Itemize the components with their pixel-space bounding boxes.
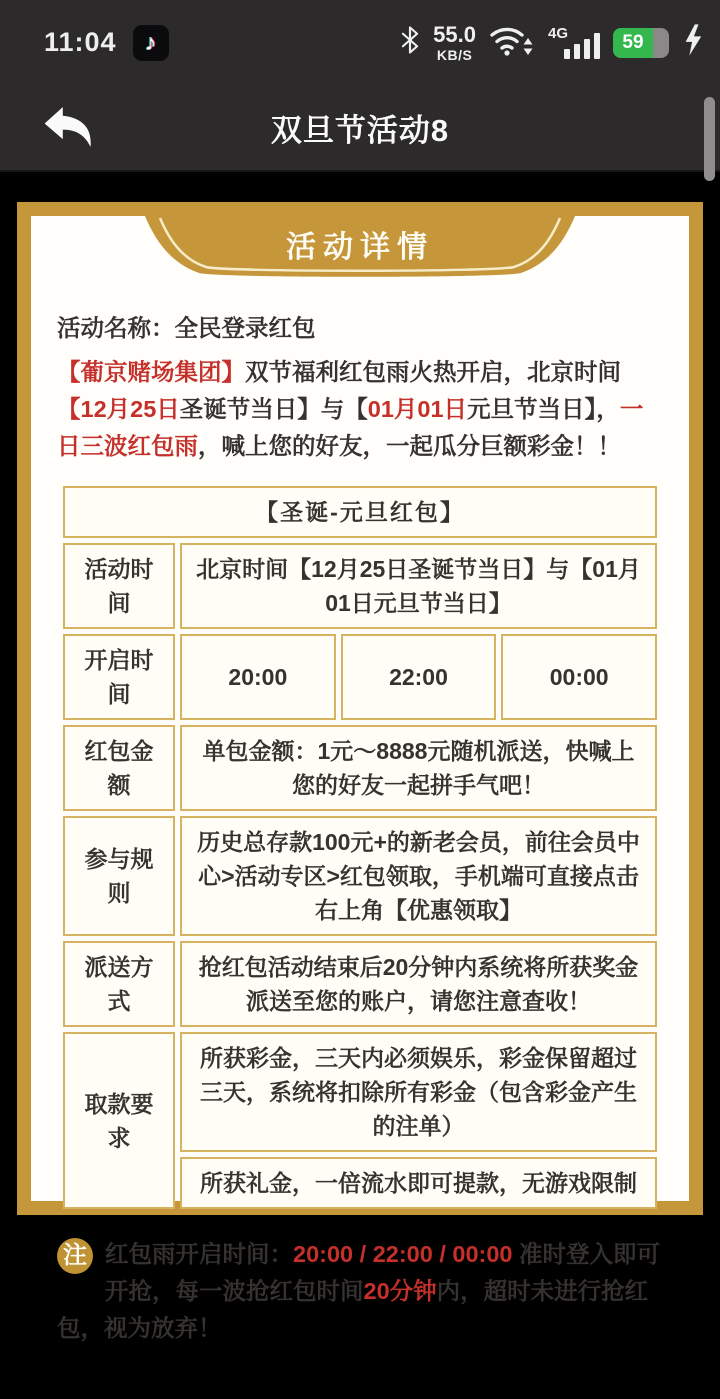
- activity-intro-paragraph: [57, 354, 663, 465]
- scrollbar-thumb[interactable]: [704, 97, 715, 181]
- table-header-row: [63, 486, 657, 538]
- cell-signal-indicator: [548, 23, 600, 63]
- table-row: [63, 634, 657, 720]
- row-value: 所获礼金，一倍流水即可提款，无游戏限制: [180, 1157, 657, 1209]
- row-value: 抢红包活动结束后20分钟内系统将所获奖金派送至您的账户，请您注意查收！: [180, 941, 657, 1027]
- row-label: 派送方式: [63, 941, 175, 1027]
- network-type-label: 4G: [548, 24, 569, 42]
- intro-segment: 【葡京赌场集团】: [57, 359, 245, 385]
- card-body: [31, 216, 689, 1341]
- note-badge: 注: [57, 1238, 93, 1274]
- bluetooth-icon: [400, 24, 420, 61]
- open-time-slot: 20:00: [180, 634, 336, 720]
- table-header-cell: 【圣诞-元旦红包】: [63, 486, 657, 538]
- table-row: [63, 725, 657, 811]
- row-value: 单包金额：1元～8888元随机派送，快喊上您的好友一起拼手气吧！: [180, 725, 657, 811]
- signal-bars-icon: [564, 33, 600, 59]
- nav-bar: [0, 85, 720, 170]
- table-row: [63, 941, 657, 1027]
- network-speed-value: 55.0: [433, 21, 476, 47]
- row-value: 所获彩金，三天内必须娱乐，彩金保留超过三天，系统将扣除所有彩金（包含彩金产生的注单）: [180, 1032, 657, 1152]
- status-icons: [400, 22, 704, 63]
- table-row: [63, 543, 657, 629]
- note-paragraph: [57, 1236, 663, 1347]
- row-label: 取款要求: [63, 1032, 175, 1209]
- table-row: [63, 816, 657, 936]
- network-speed-unit: KB/S: [436, 46, 473, 63]
- intro-segment: 【12月25日: [57, 396, 180, 422]
- wifi-icon: [489, 22, 535, 63]
- row-value: 北京时间【12月25日圣诞节当日】与【01月01日元旦节当日】: [180, 543, 657, 629]
- row-label: 红包金额: [63, 725, 175, 811]
- top-header: [0, 0, 720, 172]
- status-clock: 11:04: [44, 27, 117, 57]
- battery-indicator: [613, 28, 669, 58]
- row-label: 参与规则: [63, 816, 175, 936]
- note-segment: 红包雨开启时间：: [105, 1241, 293, 1267]
- table-row: [63, 1032, 657, 1152]
- intro-segment: 元旦节当日】，: [467, 396, 620, 422]
- note-segment: 准时登入即可开抢，每一波抢红包时间: [105, 1241, 661, 1304]
- row-value: 历史总存款100元+的新老会员，前往会员中心>活动专区>红包领取，手机端可直接点击右上角【优惠领取】: [180, 816, 657, 936]
- activity-detail-card: [17, 202, 703, 1341]
- open-time-slot: 22:00: [341, 634, 497, 720]
- promo-detail-table: [58, 481, 662, 1214]
- intro-segment: ，喊上您的好友，一起瓜分巨额彩金！！: [198, 433, 621, 459]
- network-speed: [433, 21, 476, 63]
- intro-segment: 01月01日: [367, 396, 468, 422]
- music-note-icon: ♪: [144, 29, 157, 55]
- page-title: 双旦节活动8: [270, 113, 450, 148]
- intro-segment: 双节福利红包雨火热开启，北京时间: [245, 359, 621, 385]
- intro-segment: 圣诞节当日】与【: [179, 396, 368, 422]
- note-segment: 内，超时未进行抢红包，视为放弃！: [57, 1278, 649, 1341]
- activity-name-line: 活动名称：全民登录红包: [57, 315, 316, 341]
- intro-segment: 一日三波红包雨: [57, 396, 644, 459]
- row-label: 开启时间: [63, 634, 175, 720]
- charging-bolt-icon: [682, 23, 704, 62]
- row-label: 活动时间: [63, 543, 175, 629]
- status-bar: [0, 0, 720, 85]
- banner-title: 活动详情: [286, 231, 434, 264]
- detail-banner: [144, 216, 576, 286]
- note-segment: 20:00 / 22:00 / 00:00: [293, 1241, 513, 1267]
- battery-percent: 59: [613, 28, 653, 58]
- note-segment: 20分钟: [363, 1278, 437, 1304]
- tiktok-app-icon: [133, 25, 169, 61]
- open-time-slot: 00:00: [501, 634, 657, 720]
